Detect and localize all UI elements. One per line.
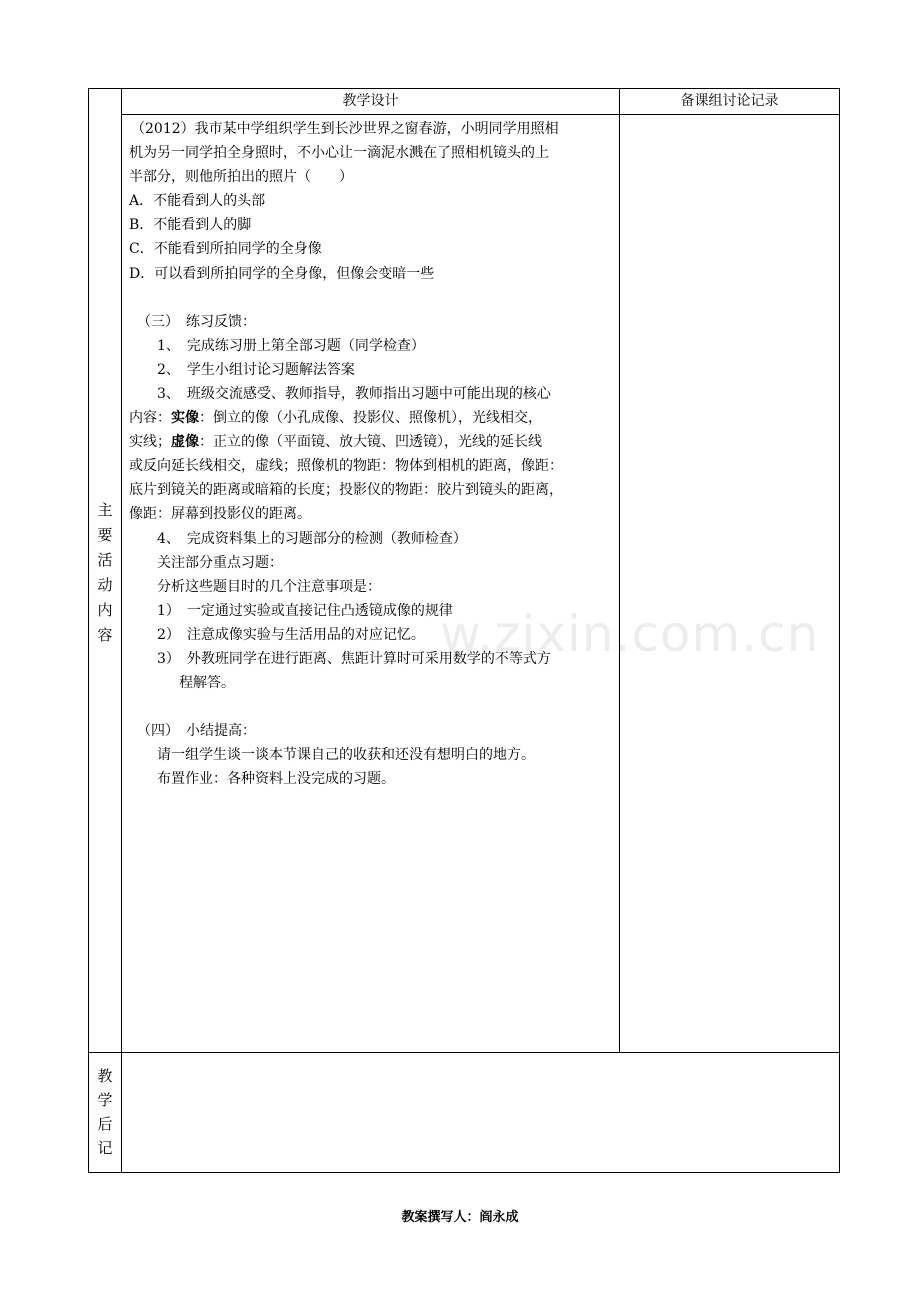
core-content-line: 实线；虚像：正立的像（平面镜、放大镜、凹透镜），光线的延长线 [129, 434, 542, 451]
option-a: A．不能看到人的头部 [129, 193, 266, 210]
note-3: 3） 外教班同学在进行距离、焦距计算时可采用数学的不等式方 [157, 650, 551, 667]
option-c: C．不能看到所拍同学的全身像 [129, 241, 322, 258]
core-content-line: 或反向延长线相交，虚线；照像机的物距：物体到相机的距离，像距： [129, 458, 563, 475]
core-content-line: 像距：屏幕到投影仪的距离。 [129, 506, 311, 523]
core-content-line: 底片到镜关的距离或暗箱的长度；投影仪的物距：胶片到镜头的距离， [129, 482, 563, 499]
practice-item-1: 1、 完成练习册上第全部习题（同学检查） [157, 337, 425, 354]
header-divider [121, 114, 839, 115]
focus-line: 关注部分重点习题： [157, 554, 283, 571]
section-three-title: （三） 练习反馈： [137, 313, 256, 330]
author-footer: 教案撰写人：阎永成 [401, 1210, 519, 1225]
header-discussion-record: 备课组讨论记录 [680, 93, 779, 109]
note-2: 2） 注意成像实验与生活用品的对应记忆。 [157, 626, 425, 643]
question-line: 机为另一同学拍全身照时，不小心让一滴泥水溅在了照相机镜头的上 [129, 145, 549, 162]
summary-line: 请一组学生谈一谈本节课自己的收获和还没有想明白的地方。 [157, 747, 535, 764]
watermark: w.zixin.com.cn [440, 605, 820, 663]
column-divider-left [121, 89, 122, 1172]
header-teaching-design: 教学设计 [342, 93, 399, 109]
practice-item-4: 4、 完成资料集上的习题部分的检测（教师检查） [157, 530, 467, 547]
homework-line: 布置作业：各种资料上没完成的习题。 [157, 771, 395, 788]
core-content-line: 内容：实像：倒立的像（小孔成像、投影仪、照像机），光线相交， [129, 410, 542, 427]
main-activity-label: 主 要 活 动 内 容 [97, 501, 113, 644]
option-b: B．不能看到人的脚 [129, 217, 252, 234]
question-line: （2012）我市某中学组织学生到长沙世界之窗春游，小明同学用照相 [131, 121, 559, 137]
note-1: 1） 一定通过实验或直接记住凸透镜成像的规律 [157, 602, 453, 619]
practice-item-3: 3、 班级交流感受、教师指导，教师指出习题中可能出现的核心 [157, 385, 551, 402]
question-line: 半部分，则他所拍出的照片（ ） [129, 169, 353, 186]
option-d: D．可以看到所拍同学的全身像，但像会变暗一些 [129, 265, 435, 282]
practice-item-2: 2、 学生小组讨论习题解法答案 [157, 361, 355, 378]
note-3-continued: 程解答。 [179, 675, 235, 692]
teaching-design-content [129, 117, 619, 791]
analysis-line: 分析这些题目时的几个注意事项是： [157, 578, 381, 595]
virtual-image-term: 虚像 [171, 434, 199, 451]
column-divider-right [619, 89, 620, 1052]
teaching-postscript-label: 教 学 后 记 [97, 1067, 113, 1157]
section-four-title: （四） 小结提高： [137, 723, 256, 740]
section-divider [89, 1052, 839, 1053]
real-image-term: 实像 [171, 410, 199, 427]
